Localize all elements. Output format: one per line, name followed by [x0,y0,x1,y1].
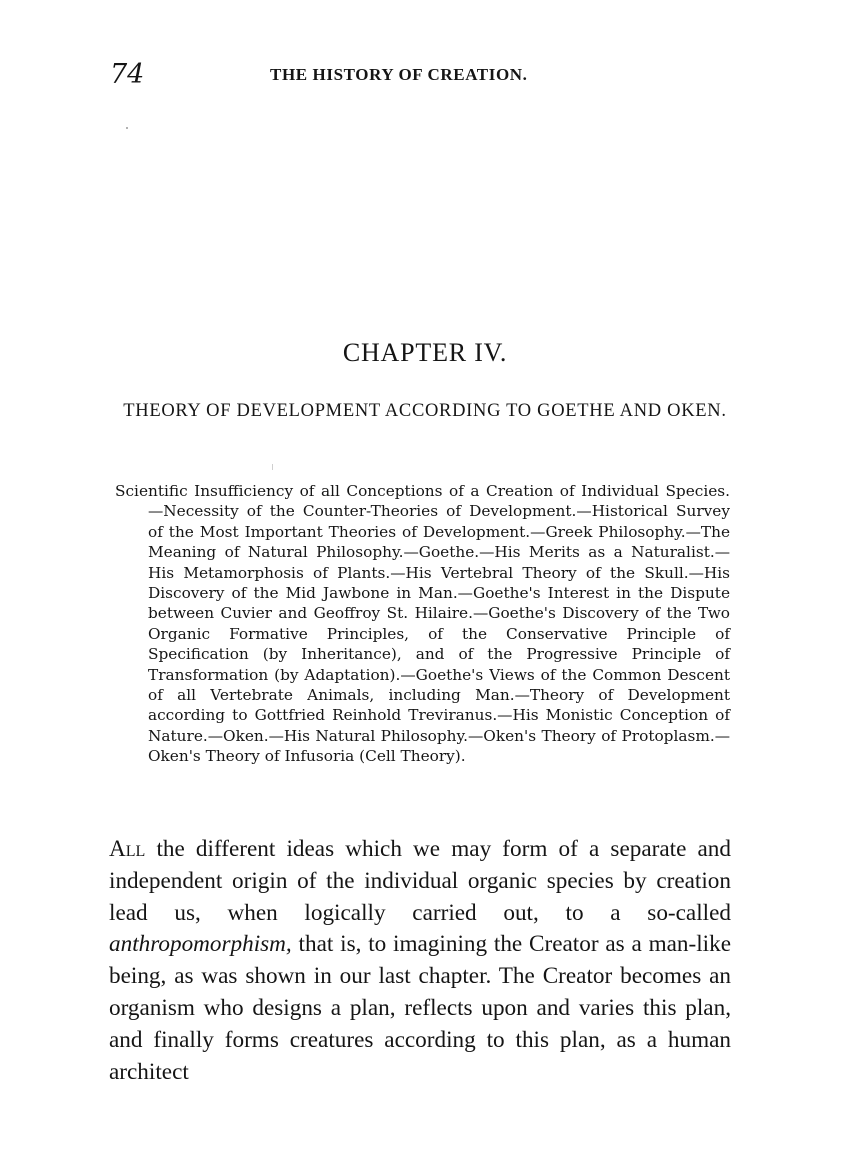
text-after-italic: that is, to imagining the Creator as a man-like being, as was shown in our last chapter. The Creator becomes an organism who designs a plan, reflects upon and varies this plan, and finally forms creatures according to this plan, as a human architect [109,931,731,1085]
synopsis-text: Scientific Insufficiency of all Conceptions of a Creation of Individual Species. —Necessity of the Counter-Theories of Development.—Historical Survey of the Most Important Theories of Development.—Greek Philosophy.—The Meaning of Natural Philosophy.—Goethe.—His Merits as a Naturalist.—His Metamorphosis of Plants.—His Vertebral Theory of the Skull.—His Discovery of the Mid Jawbone in Man.—Goethe's Interest in the Dispute between Cuvier and Geoffroy St. Hilaire.—Goethe's Discovery of the Two Organic Formative Principles, of the Conservative Principle of Specification (by Inheritance), and of the Progressive Principle of Transformation (by Adaptation).—Goethe's Views of the Common Descent of all Vertebrate Animals, including Man.—Theory of Development according to Gottfried Reinhold Treviranus.—His Monistic Conception of Nature.—Oken.—His Natural Philosophy.—Oken's Theory of Protoplasm.—Oken's Theory of Infusoria (Cell Theory). [115,482,730,766]
text-before-italic: the different ideas which we may form of a separate and independent origin of the individual organic species by creation lead us, when logically carried out, to a so-called [109,836,731,926]
body-paragraph [109,834,731,1088]
running-title: THE HISTORY OF CREATION. [270,65,528,84]
paragraph-text [109,834,731,1088]
page-number: 74 [110,59,145,90]
paper-speck [126,127,128,129]
lead-word: All [109,836,146,862]
chapter-number: CHAPTER IV. [342,338,508,367]
chapter-synopsis [115,481,730,767]
italic-term: anthropomorphism, [109,931,292,958]
running-header [110,57,760,93]
paper-speck [272,464,273,470]
chapter-title: THEORY OF DEVELOPMENT ACCORDING TO GOETHE AND OKEN. [123,401,727,421]
